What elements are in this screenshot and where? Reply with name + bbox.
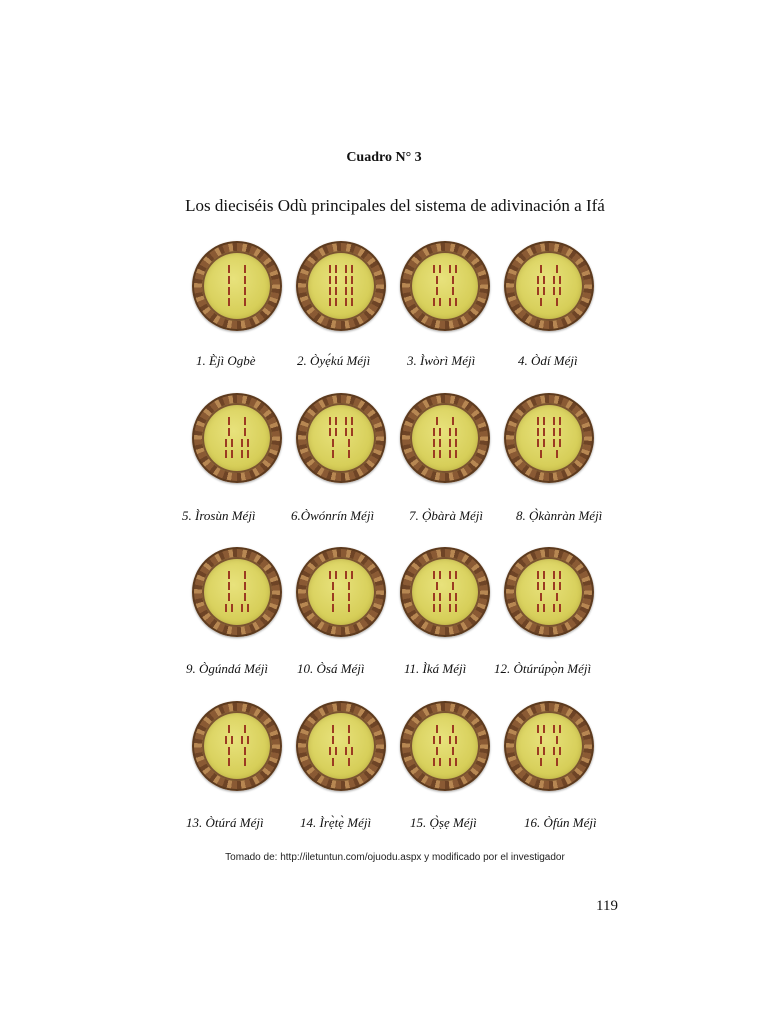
- opele-tray: [400, 393, 490, 483]
- odu-mark: [351, 428, 353, 436]
- opele-tray: [192, 547, 282, 637]
- tray-center: [514, 557, 584, 627]
- odu-mark: [559, 604, 561, 612]
- odu-mark: [537, 725, 539, 733]
- odu-mark: [439, 736, 441, 744]
- opele-tray: [504, 547, 594, 637]
- odu-mark: [537, 428, 539, 436]
- odu-mark: [228, 725, 230, 733]
- odu-mark: [244, 417, 246, 425]
- odu-mark: [329, 417, 331, 425]
- odu-label: 16. Òfún Méjì: [524, 815, 597, 830]
- opele-tray: [504, 701, 594, 791]
- odu-mark: [433, 758, 435, 766]
- odu-mark: [540, 758, 542, 766]
- odu-mark: [228, 747, 230, 755]
- odu-mark: [452, 725, 454, 733]
- odu-marks: [410, 403, 480, 473]
- odu-mark: [439, 593, 441, 601]
- odu-marks: [202, 251, 272, 321]
- odu-mark: [348, 439, 350, 447]
- odu-mark: [559, 276, 561, 284]
- odu-mark: [449, 298, 451, 306]
- odu-label: 13. Òtúrá Méjì: [186, 815, 264, 830]
- odu-mark: [228, 298, 230, 306]
- odu-mark: [452, 747, 454, 755]
- odu-mark: [439, 439, 441, 447]
- odu-mark: [433, 571, 435, 579]
- odu-marks: [514, 557, 584, 627]
- opele-tray: [400, 547, 490, 637]
- odu-mark: [537, 582, 539, 590]
- odu-mark: [433, 450, 435, 458]
- odu-mark: [231, 604, 233, 612]
- odu-marks: [202, 711, 272, 781]
- tray-center: [410, 711, 480, 781]
- odu-mark: [556, 450, 558, 458]
- odu-mark: [244, 276, 246, 284]
- odu-mark: [449, 758, 451, 766]
- odu-mark: [449, 604, 451, 612]
- odu-mark: [543, 276, 545, 284]
- odu-label: 2. Òyẹ́kú Méjì: [297, 353, 371, 368]
- odu-marks: [306, 711, 376, 781]
- odu-label: 1. Èjì Ogbè: [196, 353, 256, 368]
- odu-mark: [553, 428, 555, 436]
- odu-mark: [452, 276, 454, 284]
- odu-mark: [345, 571, 347, 579]
- odu-mark: [225, 450, 227, 458]
- odu-mark: [439, 450, 441, 458]
- odu-mark: [241, 736, 243, 744]
- odu-mark: [439, 265, 441, 273]
- odu-mark: [439, 571, 441, 579]
- odu-mark: [332, 736, 334, 744]
- odu-mark: [540, 298, 542, 306]
- odu-marks: [306, 251, 376, 321]
- odu-marks: [202, 403, 272, 473]
- odu-mark: [559, 725, 561, 733]
- odu-label: 8. Ọ̀kànràn Méjì: [516, 508, 603, 523]
- odu-mark: [348, 758, 350, 766]
- table-caption: Cuadro N° 3: [346, 150, 422, 165]
- odu-mark: [455, 428, 457, 436]
- odu-mark: [332, 582, 334, 590]
- opele-tray: [192, 393, 282, 483]
- odu-mark: [345, 265, 347, 273]
- tray-center: [514, 711, 584, 781]
- odu-mark: [244, 571, 246, 579]
- opele-tray: [296, 241, 386, 331]
- odu-label: 15. Ọ̀ṣẹ Méjì: [410, 815, 477, 830]
- odu-mark: [345, 428, 347, 436]
- odu-mark: [351, 265, 353, 273]
- odu-mark: [449, 439, 451, 447]
- odu-mark: [449, 736, 451, 744]
- odu-mark: [348, 604, 350, 612]
- tray-center: [306, 711, 376, 781]
- odu-mark: [247, 450, 249, 458]
- opele-tray: [504, 241, 594, 331]
- odu-mark: [345, 417, 347, 425]
- odu-mark: [335, 298, 337, 306]
- odu-mark: [228, 265, 230, 273]
- odu-mark: [537, 439, 539, 447]
- odu-mark: [543, 439, 545, 447]
- odu-mark: [433, 593, 435, 601]
- odu-label: 12. Òtúrúpọ̀n Méjì: [494, 661, 592, 676]
- tray-center: [514, 251, 584, 321]
- tray-center: [202, 251, 272, 321]
- odu-mark: [329, 298, 331, 306]
- odu-mark: [436, 287, 438, 295]
- tray-center: [202, 403, 272, 473]
- odu-mark: [455, 439, 457, 447]
- odu-marks: [410, 251, 480, 321]
- odu-mark: [559, 417, 561, 425]
- odu-mark: [345, 298, 347, 306]
- odu-mark: [439, 428, 441, 436]
- odu-mark: [540, 265, 542, 273]
- odu-mark: [540, 450, 542, 458]
- odu-marks: [514, 403, 584, 473]
- odu-mark: [455, 736, 457, 744]
- odu-mark: [553, 417, 555, 425]
- odu-mark: [559, 428, 561, 436]
- odu-mark: [449, 593, 451, 601]
- odu-mark: [247, 736, 249, 744]
- odu-mark: [452, 287, 454, 295]
- odu-mark: [335, 428, 337, 436]
- odu-mark: [335, 747, 337, 755]
- odu-mark: [348, 736, 350, 744]
- odu-mark: [244, 265, 246, 273]
- odu-mark: [228, 571, 230, 579]
- odu-mark: [556, 265, 558, 273]
- odu-mark: [537, 287, 539, 295]
- odu-mark: [559, 287, 561, 295]
- odu-mark: [231, 439, 233, 447]
- odu-mark: [332, 593, 334, 601]
- odu-mark: [244, 593, 246, 601]
- odu-mark: [335, 571, 337, 579]
- odu-mark: [449, 265, 451, 273]
- odu-mark: [556, 298, 558, 306]
- tray-center: [306, 251, 376, 321]
- odu-mark: [244, 582, 246, 590]
- tray-center: [202, 557, 272, 627]
- odu-mark: [228, 287, 230, 295]
- odu-mark: [553, 747, 555, 755]
- odu-mark: [329, 747, 331, 755]
- odu-label: 9. Ògúndá Méjì: [186, 661, 268, 676]
- odu-mark: [225, 736, 227, 744]
- odu-mark: [559, 571, 561, 579]
- odu-mark: [537, 276, 539, 284]
- odu-mark: [433, 265, 435, 273]
- tray-center: [410, 403, 480, 473]
- odu-mark: [543, 287, 545, 295]
- odu-mark: [449, 450, 451, 458]
- odu-mark: [537, 604, 539, 612]
- odu-marks: [410, 711, 480, 781]
- odu-mark: [228, 582, 230, 590]
- odu-mark: [332, 725, 334, 733]
- odu-mark: [345, 287, 347, 295]
- odu-mark: [244, 725, 246, 733]
- odu-mark: [553, 725, 555, 733]
- odu-mark: [543, 428, 545, 436]
- odu-mark: [332, 758, 334, 766]
- odu-mark: [345, 276, 347, 284]
- odu-mark: [455, 758, 457, 766]
- odu-mark: [332, 604, 334, 612]
- odu-label: 14. Ìrẹ̀tẹ̀ Méjì: [300, 815, 372, 830]
- odu-mark: [351, 417, 353, 425]
- odu-mark: [247, 439, 249, 447]
- odu-mark: [351, 747, 353, 755]
- odu-mark: [231, 450, 233, 458]
- odu-mark: [553, 439, 555, 447]
- odu-mark: [553, 604, 555, 612]
- odu-mark: [537, 747, 539, 755]
- odu-mark: [241, 439, 243, 447]
- odu-mark: [553, 287, 555, 295]
- odu-marks: [514, 711, 584, 781]
- odu-mark: [455, 298, 457, 306]
- tray-center: [410, 251, 480, 321]
- odu-mark: [329, 287, 331, 295]
- opele-tray: [296, 701, 386, 791]
- odu-mark: [348, 450, 350, 458]
- odu-mark: [540, 736, 542, 744]
- opele-tray: [400, 701, 490, 791]
- odu-mark: [543, 604, 545, 612]
- odu-mark: [543, 417, 545, 425]
- odu-mark: [335, 417, 337, 425]
- odu-mark: [553, 571, 555, 579]
- odu-mark: [433, 428, 435, 436]
- odu-mark: [225, 439, 227, 447]
- tray-center: [514, 403, 584, 473]
- odu-mark: [351, 287, 353, 295]
- odu-mark: [556, 758, 558, 766]
- odu-mark: [228, 276, 230, 284]
- odu-mark: [436, 725, 438, 733]
- odu-mark: [244, 298, 246, 306]
- odu-mark: [348, 593, 350, 601]
- odu-mark: [553, 276, 555, 284]
- odu-mark: [439, 604, 441, 612]
- odu-mark: [537, 571, 539, 579]
- odu-mark: [455, 593, 457, 601]
- odu-mark: [439, 298, 441, 306]
- odu-marks: [306, 403, 376, 473]
- odu-mark: [329, 265, 331, 273]
- tray-center: [410, 557, 480, 627]
- odu-mark: [553, 582, 555, 590]
- odu-label: 5. Ìrosùn Méjì: [182, 508, 256, 523]
- odu-mark: [228, 417, 230, 425]
- odu-label: 3. Ìwòrì Méjì: [407, 353, 476, 368]
- odu-mark: [540, 593, 542, 601]
- odu-label: 4. Òdí Méjì: [518, 353, 578, 368]
- opele-tray: [192, 701, 282, 791]
- odu-mark: [329, 571, 331, 579]
- odu-mark: [436, 582, 438, 590]
- odu-mark: [351, 298, 353, 306]
- odu-mark: [433, 439, 435, 447]
- opele-tray: [504, 393, 594, 483]
- odu-mark: [556, 593, 558, 601]
- odu-mark: [231, 736, 233, 744]
- odu-mark: [351, 571, 353, 579]
- tray-center: [202, 711, 272, 781]
- odu-mark: [244, 428, 246, 436]
- opele-tray: [400, 241, 490, 331]
- odu-mark: [335, 265, 337, 273]
- odu-mark: [452, 417, 454, 425]
- odu-mark: [244, 758, 246, 766]
- odu-mark: [244, 287, 246, 295]
- odu-mark: [559, 582, 561, 590]
- odu-mark: [332, 450, 334, 458]
- odu-mark: [335, 276, 337, 284]
- odu-mark: [433, 604, 435, 612]
- odu-mark: [559, 439, 561, 447]
- odu-mark: [455, 450, 457, 458]
- odu-mark: [345, 747, 347, 755]
- odu-mark: [225, 604, 227, 612]
- odu-mark: [436, 417, 438, 425]
- odu-label: 11. Ìká Méjì: [404, 661, 467, 676]
- odu-mark: [351, 276, 353, 284]
- opele-tray: [296, 547, 386, 637]
- tray-center: [306, 403, 376, 473]
- odu-mark: [449, 428, 451, 436]
- odu-mark: [348, 725, 350, 733]
- odu-mark: [247, 604, 249, 612]
- odu-mark: [436, 747, 438, 755]
- odu-mark: [433, 736, 435, 744]
- opele-tray: [296, 393, 386, 483]
- odu-label: 10. Òsá Méjì: [297, 661, 365, 676]
- odu-mark: [559, 747, 561, 755]
- odu-mark: [543, 725, 545, 733]
- odu-mark: [332, 439, 334, 447]
- odu-mark: [543, 571, 545, 579]
- odu-mark: [455, 604, 457, 612]
- odu-mark: [329, 428, 331, 436]
- odu-mark: [537, 417, 539, 425]
- odu-mark: [433, 298, 435, 306]
- page-number: 119: [596, 898, 618, 914]
- figure-title: Los dieciséis Odù principales del sistema de adivinación a Ifá: [185, 196, 605, 215]
- odu-mark: [241, 604, 243, 612]
- odu-mark: [436, 276, 438, 284]
- odu-label: 7. Ọ̀bàrà Méjì: [409, 508, 484, 523]
- odu-mark: [449, 571, 451, 579]
- tray-center: [306, 557, 376, 627]
- odu-mark: [556, 736, 558, 744]
- odu-mark: [455, 265, 457, 273]
- odu-mark: [543, 582, 545, 590]
- odu-marks: [514, 251, 584, 321]
- opele-tray: [192, 241, 282, 331]
- odu-mark: [241, 450, 243, 458]
- odu-marks: [306, 557, 376, 627]
- odu-mark: [348, 582, 350, 590]
- odu-mark: [335, 287, 337, 295]
- odu-mark: [452, 582, 454, 590]
- odu-mark: [329, 276, 331, 284]
- odu-marks: [202, 557, 272, 627]
- odu-mark: [228, 428, 230, 436]
- odu-label: 6.Òwónrín Méjì: [291, 508, 375, 523]
- odu-mark: [228, 593, 230, 601]
- odu-mark: [543, 747, 545, 755]
- odu-mark: [439, 758, 441, 766]
- odu-mark: [244, 747, 246, 755]
- odu-mark: [228, 758, 230, 766]
- source-note: Tomado de: http://iletuntun.com/ojuodu.aspx y modificado por el investigador: [225, 852, 565, 863]
- odu-marks: [410, 557, 480, 627]
- odu-mark: [455, 571, 457, 579]
